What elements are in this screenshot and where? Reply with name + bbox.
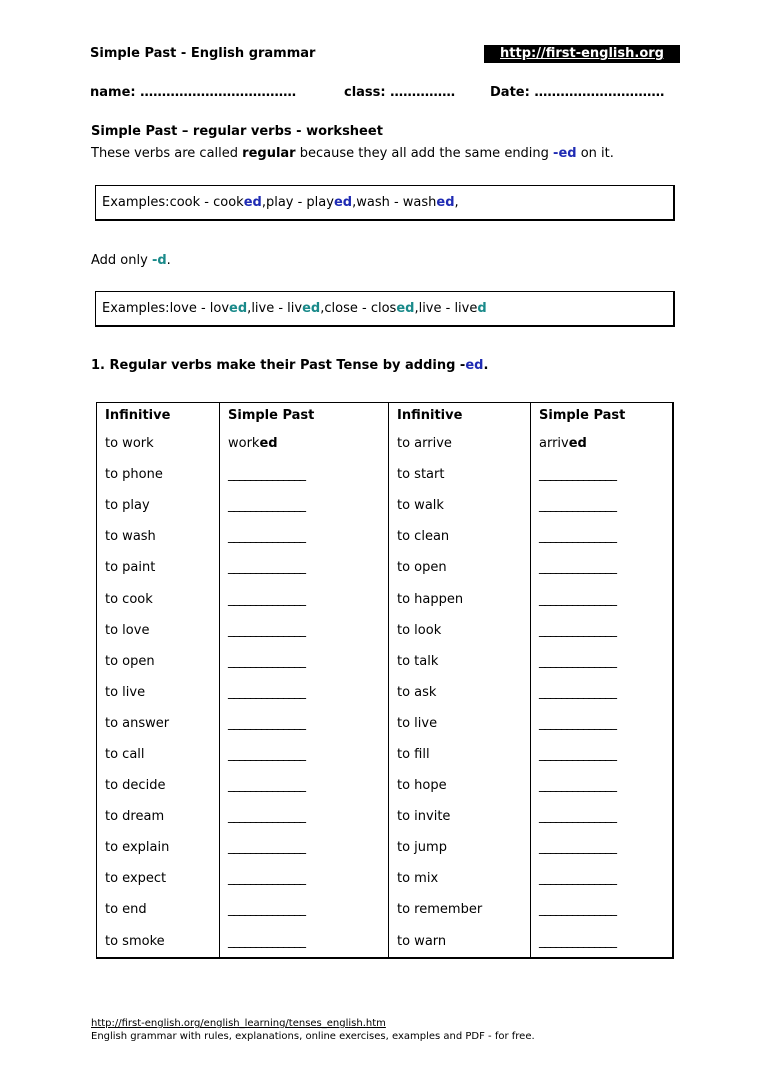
table-row (97, 552, 674, 583)
infinitive-cell: to love (97, 615, 220, 646)
answer-blank[interactable]: ______________ (220, 552, 389, 583)
answer-blank[interactable]: ______________ (220, 490, 389, 521)
footer-text: English grammar with rules, explanations, online exercises, examples and PDF - for free. (91, 1031, 535, 1042)
answer-blank[interactable]: ______________ (531, 677, 674, 708)
table-row (97, 894, 674, 925)
name-field[interactable]: name: ……………………………… (90, 85, 297, 100)
example-base: love - lov (169, 301, 230, 316)
answer-blank[interactable]: ______________ (531, 552, 674, 583)
header-simple-past-1: Simple Past (220, 403, 389, 429)
header-simple-past-2: Simple Past (531, 403, 674, 429)
example-base: cook - cook (169, 195, 244, 210)
example-suffix: ed (243, 195, 262, 210)
example-suffix: ed (229, 301, 248, 316)
infinitive-cell: to open (389, 552, 531, 583)
page-title: Simple Past - English grammar (90, 46, 316, 61)
answer-blank[interactable]: ______________ (220, 459, 389, 490)
infinitive-cell: to hope (389, 770, 531, 801)
answer-blank[interactable]: ______________ (531, 739, 674, 770)
answer-blank[interactable]: ______________ (531, 708, 674, 739)
header-infinitive-2: Infinitive (389, 403, 531, 429)
example-separator: , (454, 195, 459, 210)
worksheet-title: Simple Past – regular verbs - worksheet (91, 124, 383, 139)
example-base: live - liv (251, 301, 303, 316)
table-row (97, 770, 674, 801)
example-separator: , (320, 301, 325, 316)
infinitive-cell: to call (97, 739, 220, 770)
infinitive-cell: to answer (97, 708, 220, 739)
table-row-example (97, 428, 674, 459)
answer-blank[interactable]: ______________ (220, 770, 389, 801)
table-row (97, 801, 674, 832)
infinitive-cell: to cook (97, 583, 220, 614)
past-base: arriv (539, 436, 569, 452)
table-row (97, 677, 674, 708)
intro-middle: because they all add the same ending (295, 146, 554, 161)
answer-blank[interactable]: ______________ (531, 646, 674, 677)
intro-bold: regular (242, 146, 296, 161)
infinitive-cell: to live (97, 677, 220, 708)
answer-blank[interactable]: ______________ (220, 677, 389, 708)
answer-blank[interactable]: ______________ (531, 583, 674, 614)
example-prefix: Examples: (102, 195, 170, 210)
example-suffix: ed (396, 301, 415, 316)
table-row (97, 615, 674, 646)
answer-blank[interactable]: ______________ (531, 459, 674, 490)
example-suffix: ed (436, 195, 455, 210)
table-row (97, 926, 674, 958)
answer-blank[interactable]: ______________ (531, 770, 674, 801)
example-box-ed (95, 185, 675, 221)
infinitive-cell: to start (389, 459, 531, 490)
header-infinitive-1: Infinitive (97, 403, 220, 429)
example-box-d (95, 291, 675, 327)
section-1-suffix: ed (465, 358, 484, 373)
section-1-title (91, 358, 488, 373)
table-row (97, 832, 674, 863)
infinitive-cell: to ask (389, 677, 531, 708)
answer-blank[interactable]: ______________ (220, 832, 389, 863)
site-link[interactable]: http://first-english.org (484, 45, 680, 63)
past-cell-example (531, 428, 674, 459)
infinitive-cell: to end (97, 894, 220, 925)
add-d-text (91, 253, 171, 268)
infinitive-cell: to live (389, 708, 531, 739)
answer-blank[interactable]: ______________ (220, 708, 389, 739)
table-header-row (97, 403, 674, 429)
infinitive-cell: to jump (389, 832, 531, 863)
example-base: wash - wash (356, 195, 437, 210)
infinitive-cell: to mix (389, 863, 531, 894)
answer-blank[interactable]: ______________ (220, 863, 389, 894)
table-row (97, 521, 674, 552)
infinitive-cell: to phone (97, 459, 220, 490)
answer-blank[interactable]: ______________ (531, 521, 674, 552)
example-base: live - live (418, 301, 478, 316)
infinitive-cell: to explain (97, 832, 220, 863)
infinitive-cell: to decide (97, 770, 220, 801)
table-row (97, 646, 674, 677)
answer-blank[interactable]: ______________ (531, 832, 674, 863)
example-suffix: ed (302, 301, 321, 316)
verb-table (96, 402, 674, 959)
answer-blank[interactable]: ______________ (531, 801, 674, 832)
answer-blank[interactable]: ______________ (220, 615, 389, 646)
infinitive-cell: to fill (389, 739, 531, 770)
table-row (97, 490, 674, 521)
infinitive-cell: to talk (389, 646, 531, 677)
example-base: play - play (265, 195, 334, 210)
table-row (97, 739, 674, 770)
intro-before: These verbs are called (91, 146, 243, 161)
section-1-end: . (483, 358, 489, 373)
example-separator: , (352, 195, 357, 210)
footer-link[interactable]: http://first-english.org/english_learning/tenses_english.htm (91, 1018, 386, 1029)
add-d-end: . (166, 253, 171, 268)
intro-after: on it. (576, 146, 614, 161)
infinitive-cell: to expect (97, 863, 220, 894)
answer-blank[interactable]: ______________ (220, 583, 389, 614)
example-prefix: Examples: (102, 301, 170, 316)
section-1-text: 1. Regular verbs make their Past Tense by adding - (91, 358, 466, 373)
infinitive-cell: to open (97, 646, 220, 677)
infinitive-cell: to wash (97, 521, 220, 552)
infinitive-cell: to happen (389, 583, 531, 614)
intro-text (91, 146, 614, 161)
example-suffix: ed (333, 195, 353, 210)
answer-blank[interactable]: ______________ (531, 926, 674, 958)
infinitive-cell: to invite (389, 801, 531, 832)
answer-blank[interactable]: ______________ (531, 863, 674, 894)
infinitive-cell: to warn (389, 926, 531, 958)
infinitive-cell: to walk (389, 490, 531, 521)
answer-blank[interactable]: ______________ (531, 615, 674, 646)
example-base: close - clos (324, 301, 397, 316)
past-suffix: ed (259, 436, 278, 452)
answer-blank[interactable]: ______________ (220, 926, 389, 958)
infinitive-cell: to paint (97, 552, 220, 583)
example-separator: , (414, 301, 419, 316)
answer-blank[interactable]: ______________ (220, 521, 389, 552)
add-d-label: Add only (91, 253, 152, 268)
infinitive-cell: to play (97, 490, 220, 521)
answer-blank[interactable]: ______________ (220, 646, 389, 677)
intro-ending: -ed (553, 146, 577, 161)
answer-blank[interactable]: ______________ (220, 739, 389, 770)
table-row (97, 863, 674, 894)
example-separator: , (261, 195, 266, 210)
infinitive-cell: to arrive (389, 428, 531, 459)
answer-blank[interactable]: ______________ (220, 894, 389, 925)
infinitive-cell: to smoke (97, 926, 220, 958)
example-separator: , (247, 301, 252, 316)
infinitive-cell: to look (389, 615, 531, 646)
answer-blank[interactable]: ______________ (531, 894, 674, 925)
table-row (97, 708, 674, 739)
class-field[interactable]: class: …………… (344, 85, 456, 100)
answer-blank[interactable]: ______________ (531, 490, 674, 521)
table-row (97, 459, 674, 490)
table-row (97, 583, 674, 614)
answer-blank[interactable]: ______________ (220, 801, 389, 832)
infinitive-cell: to work (97, 428, 220, 459)
infinitive-cell: to remember (389, 894, 531, 925)
past-cell-example (220, 428, 389, 459)
add-d-suffix: -d (151, 253, 167, 268)
past-base: work (228, 436, 260, 452)
infinitive-cell: to clean (389, 521, 531, 552)
example-suffix: d (477, 301, 487, 316)
infinitive-cell: to dream (97, 801, 220, 832)
date-field[interactable]: Date: ………………………… (490, 85, 665, 100)
past-suffix: ed (568, 436, 587, 452)
